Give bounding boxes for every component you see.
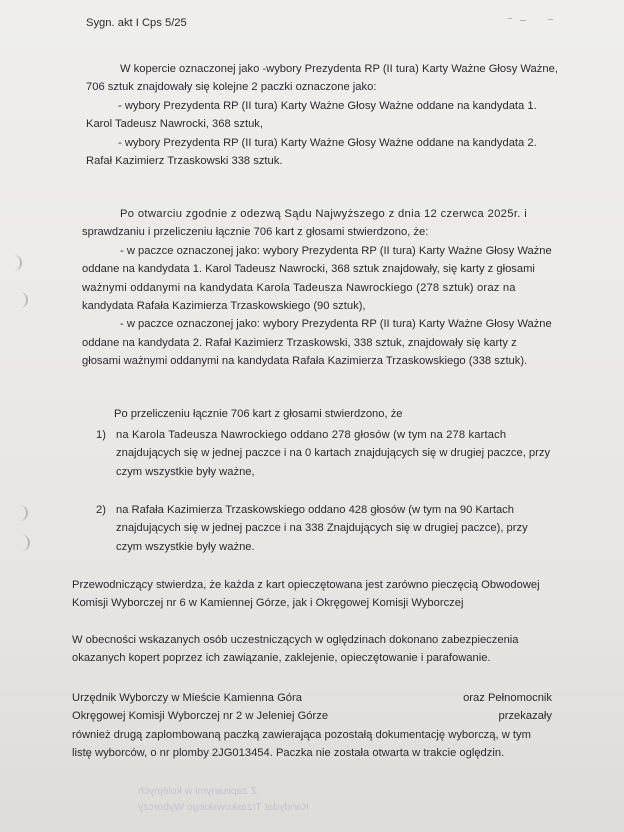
list-item [96,426,551,481]
paragraph-count-intro [114,405,544,423]
show-through-text: Kandydat Trzaskowskiego Wyborczy [138,801,309,813]
text-line: na Karola Tadeusza Nawrockiego oddano 278 głosów (w tym na 278 kartach [116,429,507,441]
text-line: 706 sztuk znajdowały się kolejne 2 paczki oznaczone jako: [86,81,377,94]
punch-hole-shadow [10,255,22,271]
text-line: Urzędnik Wyborczy w Mieście Kamienna Góra oraz Pełnomocnik [72,692,552,704]
show-through-text: Z zapisanymi w kolejnych [138,785,258,797]
text-line: głosami ważnymi oddanymi na kandydata Rafała Kazimierza Trzaskowskiego (338 sztuk). [82,355,528,368]
paragraph-opening-findings [82,205,552,371]
case-number: Sygn. akt I Cps 5/25 [86,17,187,29]
text-line: czym wszystkie były ważne. [116,540,255,553]
paragraph-envelope-contents [86,60,558,170]
text-line: na Rafała Kazimierza Trzaskowskiego oddano 428 głosów (w tym na 90 Kartach [116,504,514,516]
punch-hole-shadow [16,292,28,308]
text-line: Komisji Wyborczej nr 6 w Kamiennej Górze, jak i Okręgowej Komisji Wyborczej [72,597,464,610]
text-line: Przewodniczący stwierdza, że każda z kart opieczętowana jest zarówno pieczęcią Obwodowej [72,579,540,591]
punch-hole-shadow [18,535,30,551]
text-line: sprawdzaniu i przeliczeniu łącznie 706 kart z głosami stwierdzono, że: [82,226,429,239]
text-line: znajdujących się w jednej paczce i na 338 Znajdujących się w drugiej paczce), przy [116,522,528,535]
text-line: W obecności wskazanych osób uczestniczących w oględzinach dokonano zabezpieczenia [72,634,519,646]
text-line: Karol Tadeusz Nawrocki, 368 sztuk, [86,118,264,131]
text-line: - wybory Prezydenta RP (II tura) Karty Ważne Głosy Ważne oddane na kandydata 1. [118,99,537,112]
paragraph-seal-statement [72,576,552,613]
text-line: czym wszystkie były ważne, [116,465,255,478]
punch-hole-shadow [16,505,28,521]
text-line: listę wyborców, o nr plomby 2JG013454. Paczka nie została otwarta w trakcie oględzin. [72,747,505,760]
text-line: znajdujących się w jednej paczce i na 0 kartach znajdujących się w drugiej paczce, przy [116,447,551,460]
paragraph-handover [72,689,552,763]
text-line: Rafał Kazimierz Trzaskowski 338 sztuk. [86,155,283,168]
text-line: - wybory Prezydenta RP (II tura) Karty Ważne Głosy Ważne oddane na kandydata 2. [118,136,537,149]
text-line: oddane na kandydata 1. Karol Tadeusz Nawrocki, 368 sztuk znajdowały, się karty z głosami [82,263,535,276]
paragraph-securing [72,631,552,668]
text-line: Okręgowej Komisji Wyborczej nr 2 w Jeleniej Górze przekazały [72,710,552,723]
text-line: okazanych kopert poprzez ich zawiązanie, zaklejenie, opieczętowanie i parafowanie. [72,652,491,665]
list-item [96,501,548,556]
text-line: Po przeliczeniu łącznie 706 kart z głosami stwierdzono, że [114,408,403,420]
text-line: kandydata Rafała Kazimierza Trzaskowskiego (90 sztuk), [82,300,366,313]
text-line: również drugą zaplombowaną paczką zawierająca pozostałą dokumentację wyborczą, w tym [72,728,531,741]
list-number: 1) [96,429,106,441]
text-line: W kopercie oznaczonej jako -wybory Prezydenta RP (II tura) Karty Ważne Głosy Ważne, [120,63,558,75]
text-line: - w paczce oznaczonej jako: wybory Prezydenta RP (II tura) Karty Ważne Głosy Ważne [120,244,552,257]
text-line: Po otwarciu zgodnie z odezwą Sądu Najwyższego z dnia 12 czerwca 2025r. i [120,208,528,220]
text-line: ważnymi oddanymi na kandydata Karola Tadeusza Nawrockiego (278 sztuk) oraz na [82,281,516,294]
list-number: 2) [96,504,106,516]
text-line: oddane na kandydata 2. Rafał Kazimierz Trzaskowski, 338 sztuk, znajdowały się karty z [82,336,517,349]
text-line: - w paczce oznaczonej jako: wybory Prezydenta RP (II tura) Karty Ważne Głosy Ważne [120,318,552,331]
